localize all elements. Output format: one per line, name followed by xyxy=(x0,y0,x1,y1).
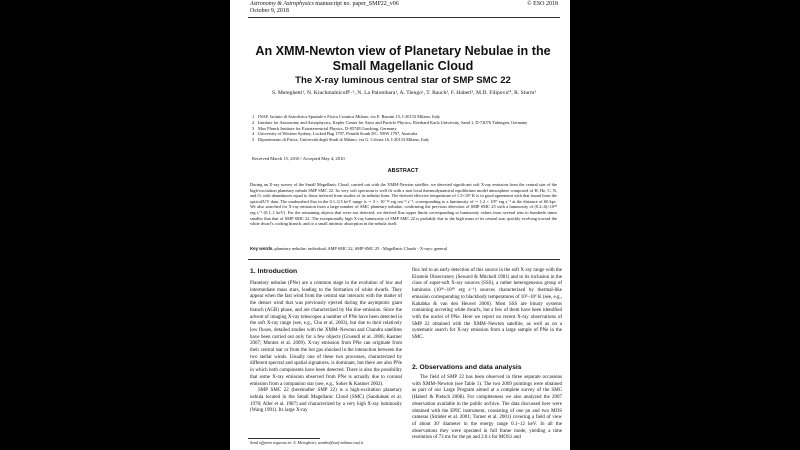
affiliation-text: Max Planck Institute for Extraterrestrial Physics, D-85748 Garching, Germany xyxy=(258,125,397,131)
running-header xyxy=(250,1,399,15)
affiliation-item xyxy=(252,137,558,143)
abstract-text: During an X-ray survey of the Small Magellanic Cloud, carried out with the XMM-Newton satellite, we detected significant soft X-ray emission from the central star of the high-excitation planetary nebula SMP SMC 22. Its very soft spectrum is well fit with a non local thermodynamical equilibrium model atmosphere composed of H, He, C, N, and O, with abundances equal to those inferred from studies of its nebular lines. The derived effective temperature of 1.5×10⁵ K is in good agreement with that found from the optical/UV data. The unabsorbed flux in the 0.1–0.5 keV range is ∼ 3 × 10⁻¹² erg cm⁻² s⁻¹, corresponding to a luminosity of ∼ 1.2 × 10³⁷ erg s⁻¹ at the distance of 60 kpc. We also searched for X-ray emission from a large number of SMC planetary nebulae, confirming the previous detection of SMP SMC 25 with a luminosity of (0.2–6)×10³⁵ erg s⁻¹ (0.1–1 keV). For the remaining objects that were not detected, we derived flux upper limits corresponding to luminosity values from several tens to hundreds times smaller that that of SMP SMC 22. The exceptionally high X-ray luminosity of SMP SMC 22 is probably due to the high mass of its central star, quickly evolving toward the white dwarf's cooling branch, and to a small intrinsic absorption in the nebula itself. xyxy=(250,182,557,227)
paper-page xyxy=(230,0,570,450)
affiliation-number: 5 xyxy=(252,137,255,143)
abstract-rule xyxy=(248,259,560,260)
copyright: © ESO 2018 xyxy=(527,1,558,7)
keywords-text: planetary nebulae: individual: SMP SMC 22, SMP SMC 25 - Magellanic Clouds - X-rays: general xyxy=(273,246,448,251)
manuscript-id: manuscript no. paper_SMP22_v06 xyxy=(313,1,399,7)
affiliation-list xyxy=(252,114,558,143)
intro-paragraph: SMP SMC 22 (hereinafter SMP 22) is a high-excitation planetary nebula located in the Small Magellanic Cloud (SMC) (Sanduleak et al. 1978; Aller et al. 1987) and characterized by a very high X-ray luminosity (Wang 1991). Its large X-ray xyxy=(250,388,402,414)
abstract-heading: ABSTRACT xyxy=(387,168,419,174)
observations-paragraph: The field of SMP 22 has been observed in three separate occasions with XMM–Newton (see Table 1). The two 2009 pointings were obtained as part of our Large Program aimed at a complete survey of the SMC (Haberl & Pietsch 2008). For completeness we also analyzed the 2007 observation available in the public archive. The data discussed here were obtained with the EPIC instrument, consisting of one pn and two MOS cameras (Strüder et al. 2001; Turner et al. 2001) covering a field of view of about 30′ diameter in the energy range 0.1–12 keV. In all the observations they were operated in full frame mode, yielding a time resolution of 73 ms for the pn and 2.6 s for MOS1 and xyxy=(412,375,562,441)
author-list: S. Mereghetti¹, N. Krachmalnicoff¹·⁵, N. La Palombara¹, A. Tiengo¹, T. Rauch², F. Haberl³, M.D. Filipović⁴, R. Sturm³ xyxy=(271,90,537,96)
footnote-rule xyxy=(248,438,320,439)
intro-heading: 1. Introduction xyxy=(250,268,298,275)
paper-title: An XMM-Newton view of Planetary Nebulae in the Small Magellanic Cloud xyxy=(255,44,551,73)
keywords xyxy=(250,246,557,252)
intro-paragraph: Planetary nebulae (PNe) are a common stage in the evolution of low and intermediate mass stars, leading to the formation of white dwarfs. They appear when the fast wind from the central star interacts with the matter of the denser wind that was previously ejected during the asymptotic giant branch (AGB) phase, and are characterized by Hα line emission. Since the advent of imaging X-ray telescopes a number of PNe have been detected in the soft X-ray range (see, e.g., Chu et al. 2003), but due to their relatively low fluxes, detailed studies with the XMM–Newton and Chandra satellites have been carried out only for a few objects (Gruendl et al. 2006; Kastner 2007; Montez et al. 2009). X-ray emission from PNe can originate from their central star or from the hot gas shocked in the interaction between the two stellar winds. Usually one of these two processes, characterized by different spectral and spatial signatures, is dominant, but there are also PNe in which both components have been detected. There is also the possibility that some X-ray emission observed from PNe is actually due to coronal emission from a companion star (see, e.g., Soker & Kastner 2002). xyxy=(250,281,402,387)
header-date: October 9, 2018 xyxy=(250,8,289,14)
header-rule xyxy=(248,17,560,18)
received-date: Received March 15, 2010 / Accepted May 4, 2010 xyxy=(252,156,345,161)
journal-name: Astronomy & Astrophysics xyxy=(250,1,314,7)
affiliation-number: 4 xyxy=(252,131,255,137)
affiliation-text: Dipartimento di Fisica, Università degli Studi di Milano, via G. Celoria 16, I-20133 Milano, Italy xyxy=(258,137,430,143)
affiliation-text: University of Western Sydney, Locked Bag 1797, Penrith South DC, NSW 1797, Australia xyxy=(258,131,418,137)
intro-paragraph-continued: flux led to an early detection of this source in the soft X-ray range with the Einstein Observatory (Seward & Mitchell 1981) and to its inclusion in the class of super-soft X-ray sources (SSS), a rather heterogeneous group of luminous (10³⁶–10³⁸ erg s⁻¹) sources characterized by thermal-like emission corresponding to blackbody temperatures of 10⁵–10⁶ K (see, e.g., Kahabka & van den Heuvel 2006). Most SSS are binary systems containing accreting white dwarfs, but a few of them have been identified with the nuclei of PNe. Here we report on recent X-ray observations of SMP 22 obtained with the XMM–Newton satellite, as well as on a systematic search for X-ray emission from a large sample of PNe in the SMC. xyxy=(412,268,562,341)
observations-heading: 2. Observations and data analysis xyxy=(412,364,522,371)
affiliation-number: 1 xyxy=(252,114,255,119)
paper-subtitle: The X-ray luminous central star of SMP SMC 22 xyxy=(295,75,511,86)
observations-column xyxy=(412,375,562,442)
left-column xyxy=(250,281,402,415)
affiliation-number: 2 xyxy=(252,119,255,125)
keywords-label: Key words. xyxy=(250,246,274,251)
affiliation-number: 3 xyxy=(252,125,255,131)
right-column xyxy=(412,268,562,342)
affiliation-text: Institute for Astronomy and Astrophysics, Kepler Center for Astro and Particle Physics, Eberhard Karls University, Sand 1, D-72076 Tübingen, Germany xyxy=(258,119,528,125)
footnote: Send offprint requests to: S. Mereghetti, sandro@iasf-milano.inaf.it xyxy=(250,440,364,445)
affiliation-text: INAF, Istituto di Astrofisica Spaziale e Fisica Cosmica Milano, via E. Bassini 15, I-20133 Milano, Italy xyxy=(258,114,441,119)
